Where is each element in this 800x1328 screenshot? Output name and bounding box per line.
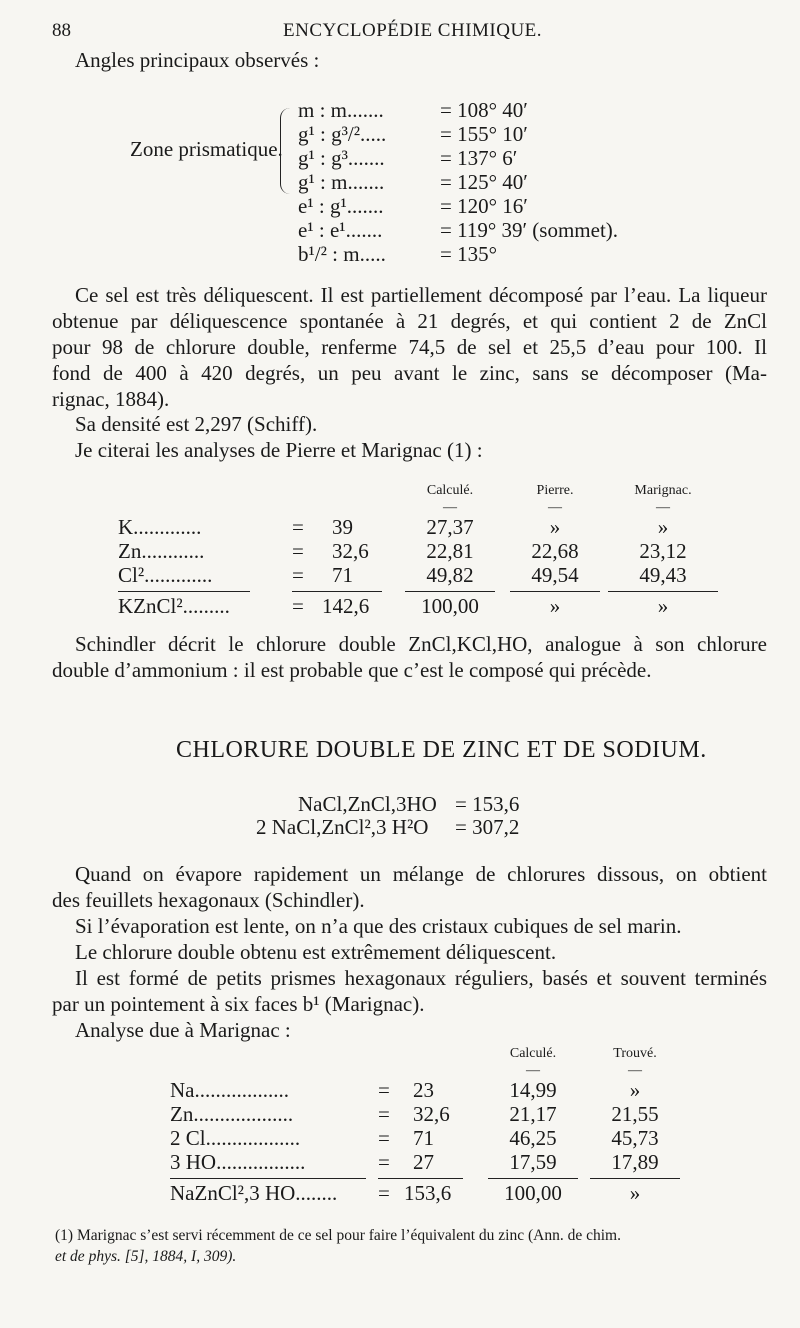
table-cell-calc: 27,37 xyxy=(426,515,474,539)
text-line: Analyse due à Marignac : xyxy=(75,1018,291,1042)
angles-heading: Angles principaux observés : xyxy=(75,48,320,72)
text-line: fond de 400 à 420 degrés, un peu avant le zinc, sans se décomposer (Ma- xyxy=(52,361,767,385)
table-cell-marignac: » xyxy=(657,515,669,539)
table-total-pierre: » xyxy=(549,594,561,618)
rule xyxy=(488,1178,578,1179)
angle-lhs: e¹ : g¹....... xyxy=(298,194,384,218)
column-dash: — xyxy=(628,1063,642,1078)
table-cell-found: 21,55 xyxy=(611,1102,659,1126)
text-line: Il est formé de petits prismes hexagonaux réguliers, basés et souvent terminés xyxy=(75,966,767,990)
table-cell-value: 32,6 xyxy=(413,1102,450,1126)
paragraph-density: Sa densité est 2,297 (Schiff). xyxy=(75,412,318,436)
table-total-label: KZnCl²......... xyxy=(118,594,230,618)
text-line: par un pointement à six faces b¹ (Marignac). xyxy=(52,992,425,1016)
table-row-label: Na.................. xyxy=(170,1078,289,1102)
table-total-calc: 100,00 xyxy=(504,1181,562,1205)
angle-lhs: b¹/² : m..... xyxy=(298,242,386,266)
footnote-line: (1) Marignac s’est servi récemment de ce sel pour faire l’équivalent du zinc (Ann. de chim. xyxy=(55,1227,621,1244)
zone-brace xyxy=(280,108,291,194)
table-cell-found: 17,89 xyxy=(611,1150,659,1174)
table-cell-pierre: 49,54 xyxy=(531,563,579,587)
rule xyxy=(118,591,250,592)
angle-value: = 137° 6′ xyxy=(440,146,518,170)
rule xyxy=(292,591,382,592)
table-cell-calc: 14,99 xyxy=(509,1078,557,1102)
equals-sign: = xyxy=(292,515,304,539)
table-total-found: » xyxy=(629,1181,641,1205)
rule xyxy=(590,1178,680,1179)
table-row-label: Zn............ xyxy=(118,539,205,563)
table-total-calc: 100,00 xyxy=(421,594,479,618)
table-total-marignac: » xyxy=(657,594,669,618)
rule xyxy=(170,1178,366,1179)
rule xyxy=(608,591,718,592)
zone-label: Zone prismatique. xyxy=(130,137,283,161)
table-cell-marignac: 23,12 xyxy=(639,539,687,563)
table-cell-pierre: 22,68 xyxy=(531,539,579,563)
angle-value: = 108° 40′ xyxy=(440,98,528,122)
table-cell-calc: 49,82 xyxy=(426,563,474,587)
angle-lhs: m : m....... xyxy=(298,98,384,122)
text-line: double d’ammonium : il est probable que c’est le composé qui précède. xyxy=(52,658,652,682)
angle-value: = 120° 16′ xyxy=(440,194,528,218)
table-row-label: 3 HO................. xyxy=(170,1150,306,1174)
angle-value: = 125° 40′ xyxy=(440,170,528,194)
text-line: pour 98 de chlorure double, renferme 74,5 de sel et 25,5 d’eau pour 100. Il xyxy=(52,335,767,359)
table-total-value: 153,6 xyxy=(404,1181,452,1205)
table-cell-found: » xyxy=(629,1078,641,1102)
column-header: Calculé. xyxy=(509,1046,557,1061)
angle-value: = 119° 39′ (sommet). xyxy=(440,218,619,242)
column-header: Pierre. xyxy=(536,483,574,498)
rule xyxy=(378,1178,463,1179)
equals-sign: = xyxy=(378,1150,390,1174)
table-cell-value: 71 xyxy=(332,563,353,587)
table-cell-value: 27 xyxy=(413,1150,434,1174)
column-dash: — xyxy=(656,500,670,515)
equals-sign: = xyxy=(378,1102,390,1126)
column-header: Trouvé. xyxy=(613,1046,657,1061)
text-line: rignac, 1884). xyxy=(52,387,170,411)
table-cell-calc: 22,81 xyxy=(426,539,474,563)
text-line: des feuillets hexagonaux (Schindler). xyxy=(52,888,365,912)
table-cell-value: 23 xyxy=(413,1078,434,1102)
text-line: Le chlorure double obtenu est extrêmement déliquescent. xyxy=(75,940,557,964)
equals-sign: = xyxy=(292,594,304,618)
text-line: Si l’évaporation est lente, on n’a que des cristaux cubiques de sel marin. xyxy=(75,914,682,938)
running-title: ENCYCLOPÉDIE CHIMIQUE. xyxy=(283,20,543,41)
angle-lhs: g¹ : g³....... xyxy=(298,146,385,170)
angle-value: = 155° 10′ xyxy=(440,122,528,146)
equals-sign: = xyxy=(292,539,304,563)
angle-value: = 135° xyxy=(440,242,497,266)
formula-rhs: = 307,2 xyxy=(455,815,520,839)
table-cell-pierre: » xyxy=(549,515,561,539)
table-cell-calc: 21,17 xyxy=(509,1102,557,1126)
paragraph-analyses-intro: Je citerai les analyses de Pierre et Marignac (1) : xyxy=(75,438,483,462)
text-line: Quand on évapore rapidement un mélange de chlorures dissous, on obtient xyxy=(75,862,767,886)
table-cell-calc: 17,59 xyxy=(509,1150,557,1174)
equals-sign: = xyxy=(378,1078,390,1102)
column-dash: — xyxy=(443,500,457,515)
footnote-line: et de phys. [5], 1884, I, 309). xyxy=(55,1248,237,1265)
table-total-value: 142,6 xyxy=(322,594,370,618)
text-line: Schindler décrit le chlorure double ZnCl,KCl,HO, analogue à son chlorure xyxy=(75,632,767,656)
angle-lhs: e¹ : e¹....... xyxy=(298,218,383,242)
column-header: Calculé. xyxy=(426,483,474,498)
table-cell-marignac: 49,43 xyxy=(639,563,687,587)
text-line: Ce sel est très déliquescent. Il est partiellement décomposé par l’eau. La liqueur xyxy=(75,283,767,307)
table-row-label: Zn................... xyxy=(170,1102,294,1126)
angle-lhs: g¹ : m....... xyxy=(298,170,385,194)
equals-sign: = xyxy=(292,563,304,587)
equals-sign: = xyxy=(378,1126,390,1150)
angle-lhs: g¹ : g³/²..... xyxy=(298,122,387,146)
column-dash: — xyxy=(548,500,562,515)
text-line: obtenue par déliquescence spontanée à 21 degrés, et qui contient 2 de ZnCl xyxy=(52,309,767,333)
rule xyxy=(405,591,495,592)
section-title: CHLORURE DOUBLE DE ZINC ET DE SODIUM. xyxy=(176,737,707,763)
formula-lhs: 2 NaCl,ZnCl²,3 H²O xyxy=(256,815,429,839)
rule xyxy=(510,591,600,592)
formula-lhs: NaCl,ZnCl,3HO xyxy=(298,792,437,816)
formula-rhs: = 153,6 xyxy=(455,792,520,816)
table-row-label: K............. xyxy=(118,515,202,539)
table-total-label: NaZnCl²,3 HO........ xyxy=(170,1181,338,1205)
table-row-label: 2 Cl.................. xyxy=(170,1126,301,1150)
table-cell-value: 39 xyxy=(332,515,353,539)
table-cell-found: 45,73 xyxy=(611,1126,659,1150)
table-cell-calc: 46,25 xyxy=(509,1126,557,1150)
table-row-label: Cl²............. xyxy=(118,563,213,587)
column-dash: — xyxy=(526,1063,540,1078)
table-cell-value: 71 xyxy=(413,1126,434,1150)
table-cell-value: 32,6 xyxy=(332,539,369,563)
page-number: 88 xyxy=(52,20,71,41)
equals-sign: = xyxy=(378,1181,390,1205)
column-header: Marignac. xyxy=(634,483,692,498)
